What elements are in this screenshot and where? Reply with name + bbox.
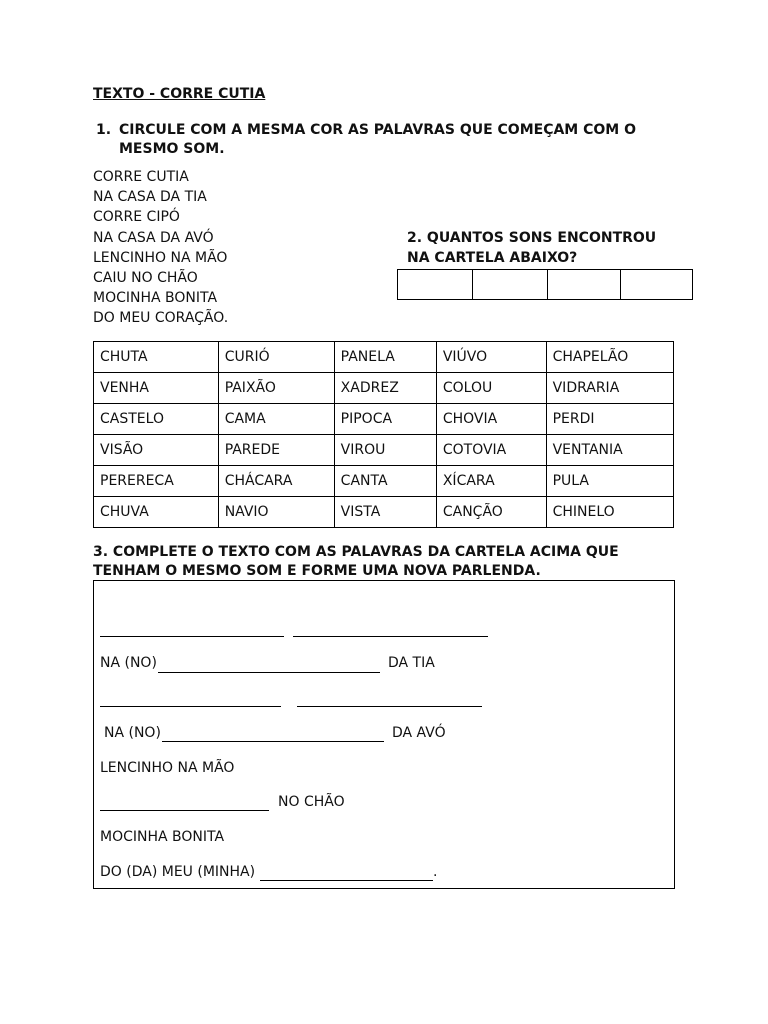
word-cell[interactable]: CAMA	[218, 404, 334, 435]
word-cell[interactable]: COLOU	[436, 373, 546, 404]
poem-line: LENCINHO NA MÃO	[93, 249, 228, 266]
blank-line[interactable]	[293, 636, 488, 637]
table-row	[94, 435, 674, 466]
blank-line[interactable]	[260, 880, 433, 881]
question-2	[407, 228, 656, 268]
word-cell[interactable]: PERDI	[546, 404, 673, 435]
fill-in-text: .	[433, 864, 438, 880]
question-1-text: CIRCULE COM A MESMA COR AS PALAVRAS QUE COMEÇAM COM O MESMO SOM.	[119, 122, 636, 157]
table-row	[94, 466, 674, 497]
word-cell[interactable]: CHUVA	[94, 497, 219, 528]
word-cell[interactable]: CURIÓ	[218, 342, 334, 373]
question-3: 3. COMPLETE O TEXTO COM AS PALAVRAS DA CARTELA ACIMA QUE TENHAM O MESMO SOM E FORME UMA NOVA PARLENDA.	[93, 544, 619, 579]
answer-box[interactable]	[548, 270, 621, 300]
word-cell[interactable]: XÍCARA	[436, 466, 546, 497]
word-cell[interactable]: PIPOCA	[334, 404, 436, 435]
question-2-line: NA CARTELA ABAIXO?	[407, 250, 578, 266]
fill-in-text: DA TIA	[388, 655, 435, 671]
word-cell[interactable]: COTOVIA	[436, 435, 546, 466]
blank-line[interactable]	[100, 810, 269, 811]
poem-line: DO MEU CORAÇÃO.	[93, 310, 229, 327]
word-grid	[93, 341, 674, 528]
answer-box-area	[93, 580, 675, 889]
answer-box[interactable]	[473, 270, 548, 300]
word-cell[interactable]: CHINELO	[546, 497, 673, 528]
fill-in-text: NO CHÃO	[278, 794, 345, 810]
word-cell[interactable]: CANTA	[334, 466, 436, 497]
poem	[93, 167, 228, 329]
word-cell[interactable]: CASTELO	[94, 404, 219, 435]
blank-line[interactable]	[100, 636, 284, 637]
answer-boxes	[397, 269, 693, 300]
fill-in-text: NA (NO)	[104, 725, 161, 741]
poem-line: CAIU NO CHÃO	[93, 270, 198, 287]
word-cell[interactable]: XADREZ	[334, 373, 436, 404]
question-1	[93, 121, 653, 159]
table-row	[94, 373, 674, 404]
table-row	[94, 497, 674, 528]
word-cell[interactable]: VISÃO	[94, 435, 219, 466]
table-row	[94, 404, 674, 435]
answer-box[interactable]	[398, 270, 473, 300]
fill-in-text: NA (NO)	[100, 655, 157, 671]
page-title: TEXTO - CORRE CUTIA	[93, 86, 266, 102]
fill-in-text: MOCINHA BONITA	[100, 829, 225, 845]
word-cell[interactable]: PANELA	[334, 342, 436, 373]
word-cell[interactable]: CHOVIA	[436, 404, 546, 435]
word-cell[interactable]: PULA	[546, 466, 673, 497]
blank-line[interactable]	[158, 672, 380, 673]
fill-in-text: DA AVÓ	[392, 725, 446, 741]
word-cell[interactable]: VENHA	[94, 373, 219, 404]
word-cell[interactable]: NAVIO	[218, 497, 334, 528]
answer-box[interactable]	[621, 270, 693, 300]
word-cell[interactable]: CHUTA	[94, 342, 219, 373]
question-2-line: 2. QUANTOS SONS ENCONTROU	[407, 230, 657, 246]
poem-line: CORRE CUTIA	[93, 169, 189, 185]
question-1-number: 1.	[96, 122, 112, 138]
word-cell[interactable]: PERERECA	[94, 466, 219, 497]
word-cell[interactable]: VIDRARIA	[546, 373, 673, 404]
word-cell[interactable]: PAREDE	[218, 435, 334, 466]
poem-line: MOCINHA BONITA	[93, 290, 218, 307]
word-cell[interactable]: VENTANIA	[546, 435, 673, 466]
blank-line[interactable]	[297, 706, 482, 707]
word-cell[interactable]: CHÁCARA	[218, 466, 334, 497]
word-cell[interactable]: CHAPELÃO	[546, 342, 673, 373]
word-cell[interactable]: CANÇÃO	[436, 497, 546, 528]
table-row	[94, 342, 674, 373]
blank-line[interactable]	[162, 741, 384, 742]
fill-in-text: LENCINHO NA MÃO	[100, 760, 235, 776]
poem-line: NA CASA DA TIA	[93, 189, 207, 206]
word-cell[interactable]: VIÚVO	[436, 342, 546, 373]
poem-line: CORRE CIPÓ	[93, 209, 180, 226]
fill-in-text: DO (DA) MEU (MINHA)	[100, 864, 256, 880]
word-cell[interactable]: VISTA	[334, 497, 436, 528]
blank-line[interactable]	[100, 706, 281, 707]
word-cell[interactable]: PAIXÃO	[218, 373, 334, 404]
poem-line: NA CASA DA AVÓ	[93, 229, 214, 246]
word-cell[interactable]: VIROU	[334, 435, 436, 466]
